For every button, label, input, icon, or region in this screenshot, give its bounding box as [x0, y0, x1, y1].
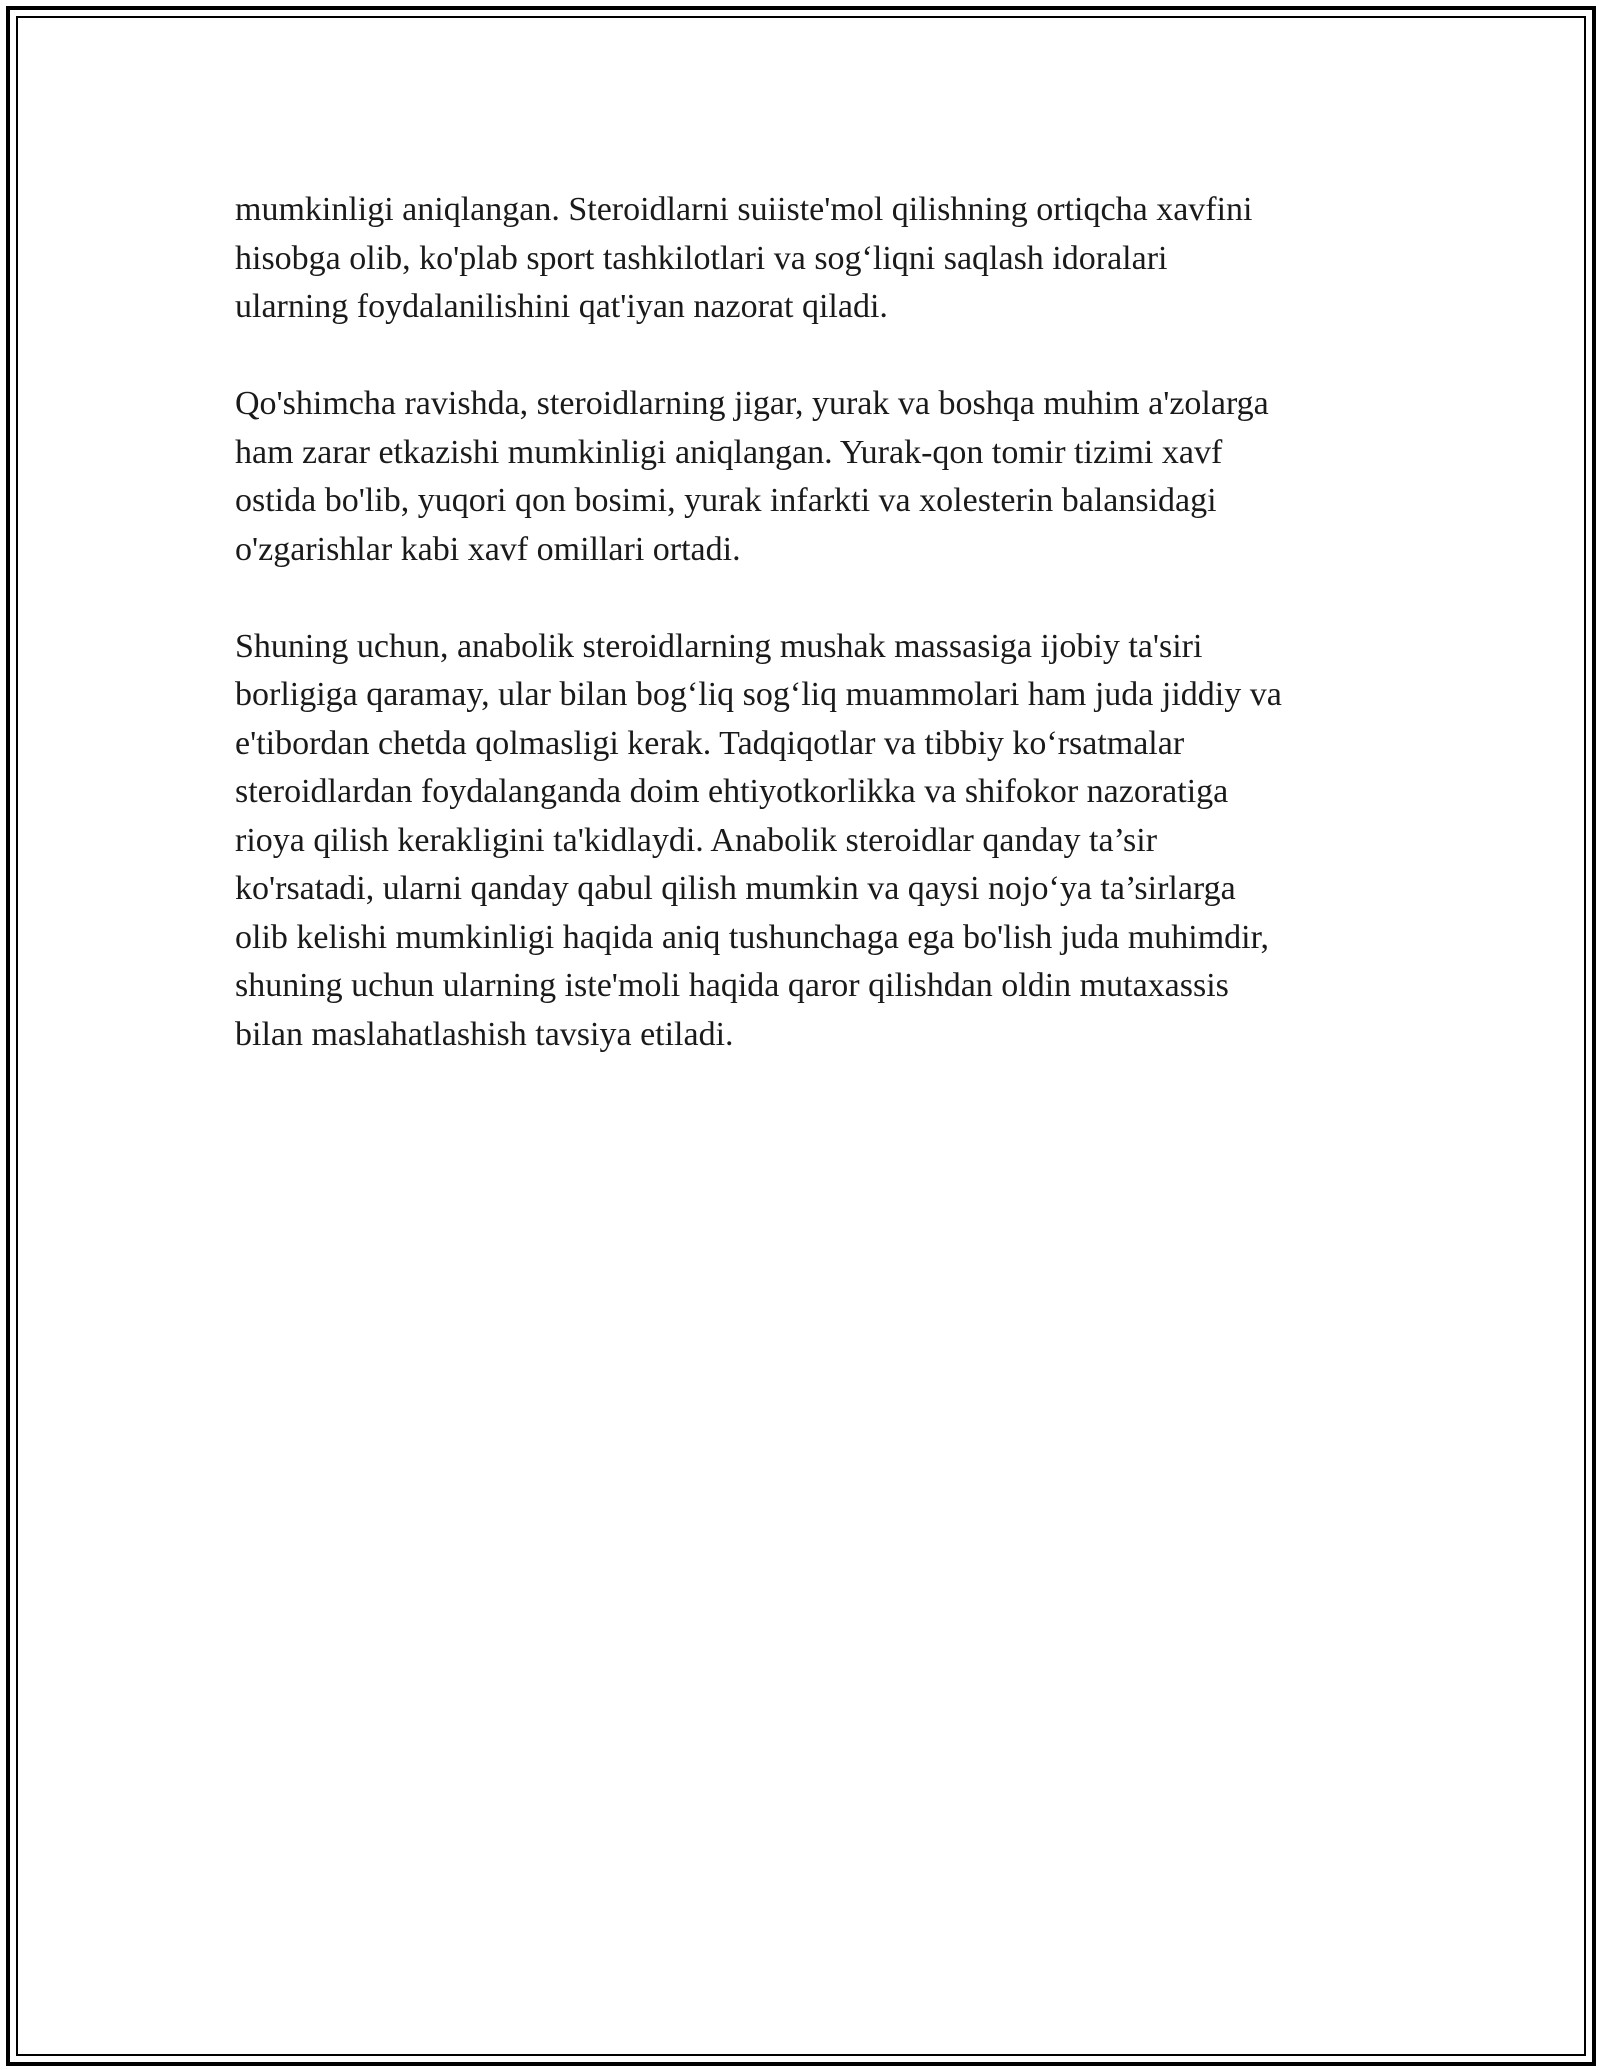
paragraph-2: Qo'shimcha ravishda, steroidlarning jigar, yurak va boshqa muhim a'zolarga ham zarar etkazishi mumkinligi aniqlangan. Yurak-qon tomir tizimi xavf ostida bo'lib, yuqori qon bosimi, yurak infarkti va xolesterin balansidagi o'zgarishlar kabi xavf omillari ortadi.: [235, 385, 1269, 568]
paragraph-1: mumkinligi aniqlangan. Steroidlarni suiiste'mol qilishning ortiqcha xavfini hisobga olib, ko'plab sport tashkilotlari va sog‘liqni saqlash idoralari ularning foydalanilishini qat'iyan nazorat qiladi.: [235, 191, 1253, 325]
paragraph-3: Shuning uchun, anabolik steroidlarning mushak massasiga ijobiy ta'siri borligiga qaramay, ular bilan bog‘liq sog‘liq muammolari ham juda jiddiy va e'tibordan chetda qolmasligi kerak. Tadqiqotlar va tibbiy ko‘rsatmalar steroidlardan foydalanganda doim ehtiyotkorlikka va shifokor nazoratiga rioya qilish kerakligini ta'kidlaydi. Anabolik steroidlar qanday ta’sir ko'rsatadi, ularni qanday qabul qilish mumkin va qaysi nojo‘ya ta’sirlarga olib kelishi mumkinligi haqida aniq tushunchaga ega bo'lish juda muhimdir, shuning uchun ularning iste'moli haqida qaror qilishdan oldin mutaxassis bilan maslahatlashish tavsiya etiladi.: [235, 627, 1282, 1053]
document-body: [235, 186, 1375, 1108]
